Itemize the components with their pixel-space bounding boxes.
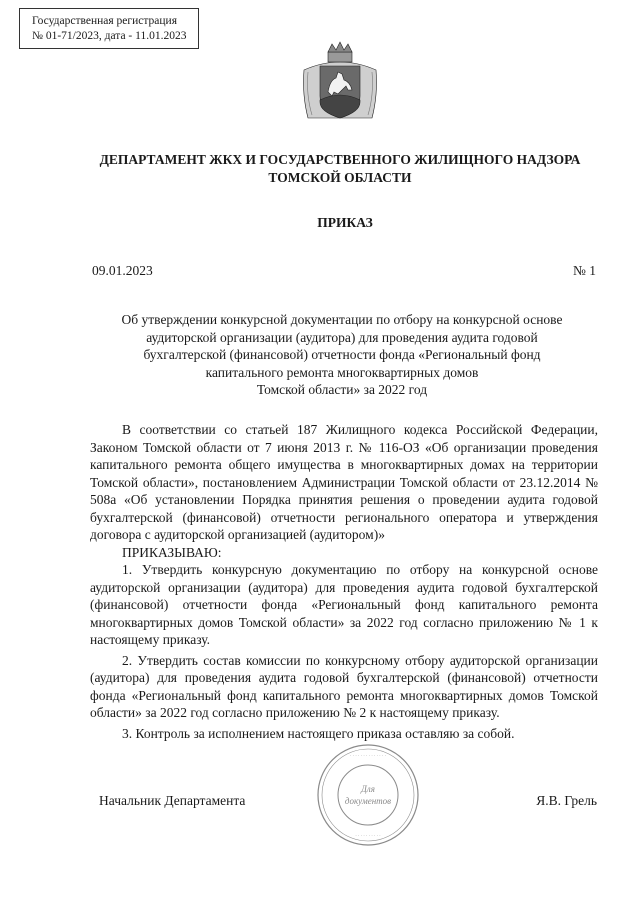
svg-text:· · · · · · · · · · · · · ·: · · · · · · · · · · · · · ·: [350, 753, 386, 758]
subject-line5: Томской области» за 2022 год: [256, 382, 428, 397]
department-line2: ТОМСКОЙ ОБЛАСТИ: [268, 170, 412, 185]
order-title: ПРИКАЗ: [317, 215, 373, 230]
department-line1: ДЕПАРТАМЕНТ ЖКХ И ГОСУДАРСТВЕННОГО ЖИЛИЩНОГО НАДЗОРА: [99, 152, 581, 167]
subject-line1: Об утверждении конкурсной документации по отбору на конкурсной основе: [121, 312, 563, 327]
order-body: [90, 421, 598, 742]
tomsk-coat-of-arms-icon: [298, 40, 382, 126]
order-item-3: 3. Контроль за исполнением настоящего приказа оставляю за собой.: [122, 725, 515, 741]
signatory-role: Начальник Департамента: [99, 793, 246, 808]
stamp-text-line2: документов: [344, 796, 392, 806]
command-word: ПРИКАЗЫВАЮ:: [122, 544, 222, 560]
subject-line4: капитального ремонта многоквартирных домов: [205, 364, 479, 380]
registration-line1: Государственная регистрация: [32, 15, 177, 27]
svg-text:· · · · · · · · · ·: · · · · · · · · · ·: [355, 833, 381, 838]
registration-line2: № 01-71/2023, дата - 11.01.2023: [32, 30, 187, 42]
preamble-paragraph: В соответствии со статьей 187 Жилищного кодекса Российской Федерации, Законом Томской области от 7 июня 2013 г. № 116-ОЗ «Об организации проведения капитального ремонта общего имущества в многоквартирных домах на территории Томской области», постановлением Администрации Томской области от 23.12.2014 № 508а «Об установлении Порядка принятия решения о проведении аудита годовой бухгалтерской (финансовой) отчетности регионального оператора и утверждения договора с аудиторской организацией (аудитором)»: [90, 422, 598, 542]
order-item-1: 1. Утвердить конкурсную документацию по отбору на конкурсной основе аудиторской организации (аудитора) для проведения аудита годовой бухгалтерской (финансовой) отчетности фонда «Региональный фонд капитального ремонта многоквартирных домов Томской области» за 2022 год согласно приложению № 1 к настоящему приказу.: [90, 562, 598, 647]
subject-line2: аудиторской организации (аудитора) для проведения аудита годовой: [146, 329, 538, 345]
stamp-text-line1: Для: [361, 784, 375, 794]
department-name: [60, 151, 620, 187]
order-date: 09.01.2023: [92, 263, 153, 278]
registration-box: [19, 8, 199, 49]
order-number: № 1: [572, 263, 596, 278]
order-item-2: 2. Утвердить состав комиссии по конкурсному отбору аудиторской организации (аудитора) для проведения аудита годовой бухгалтерской (финансовой) отчетности фонда «Региональный фонд капитального ремонта многоквартирных домов Томской области» за 2022 год согласно приложению № 2 к настоящему приказу.: [90, 652, 598, 720]
subject-line3: бухгалтерской (финансовой) отчетности фонда «Региональный фонд: [143, 347, 541, 362]
round-stamp-icon: [316, 743, 420, 847]
order-subject: [82, 311, 602, 399]
signatory-name: Я.В. Грель: [536, 793, 597, 808]
